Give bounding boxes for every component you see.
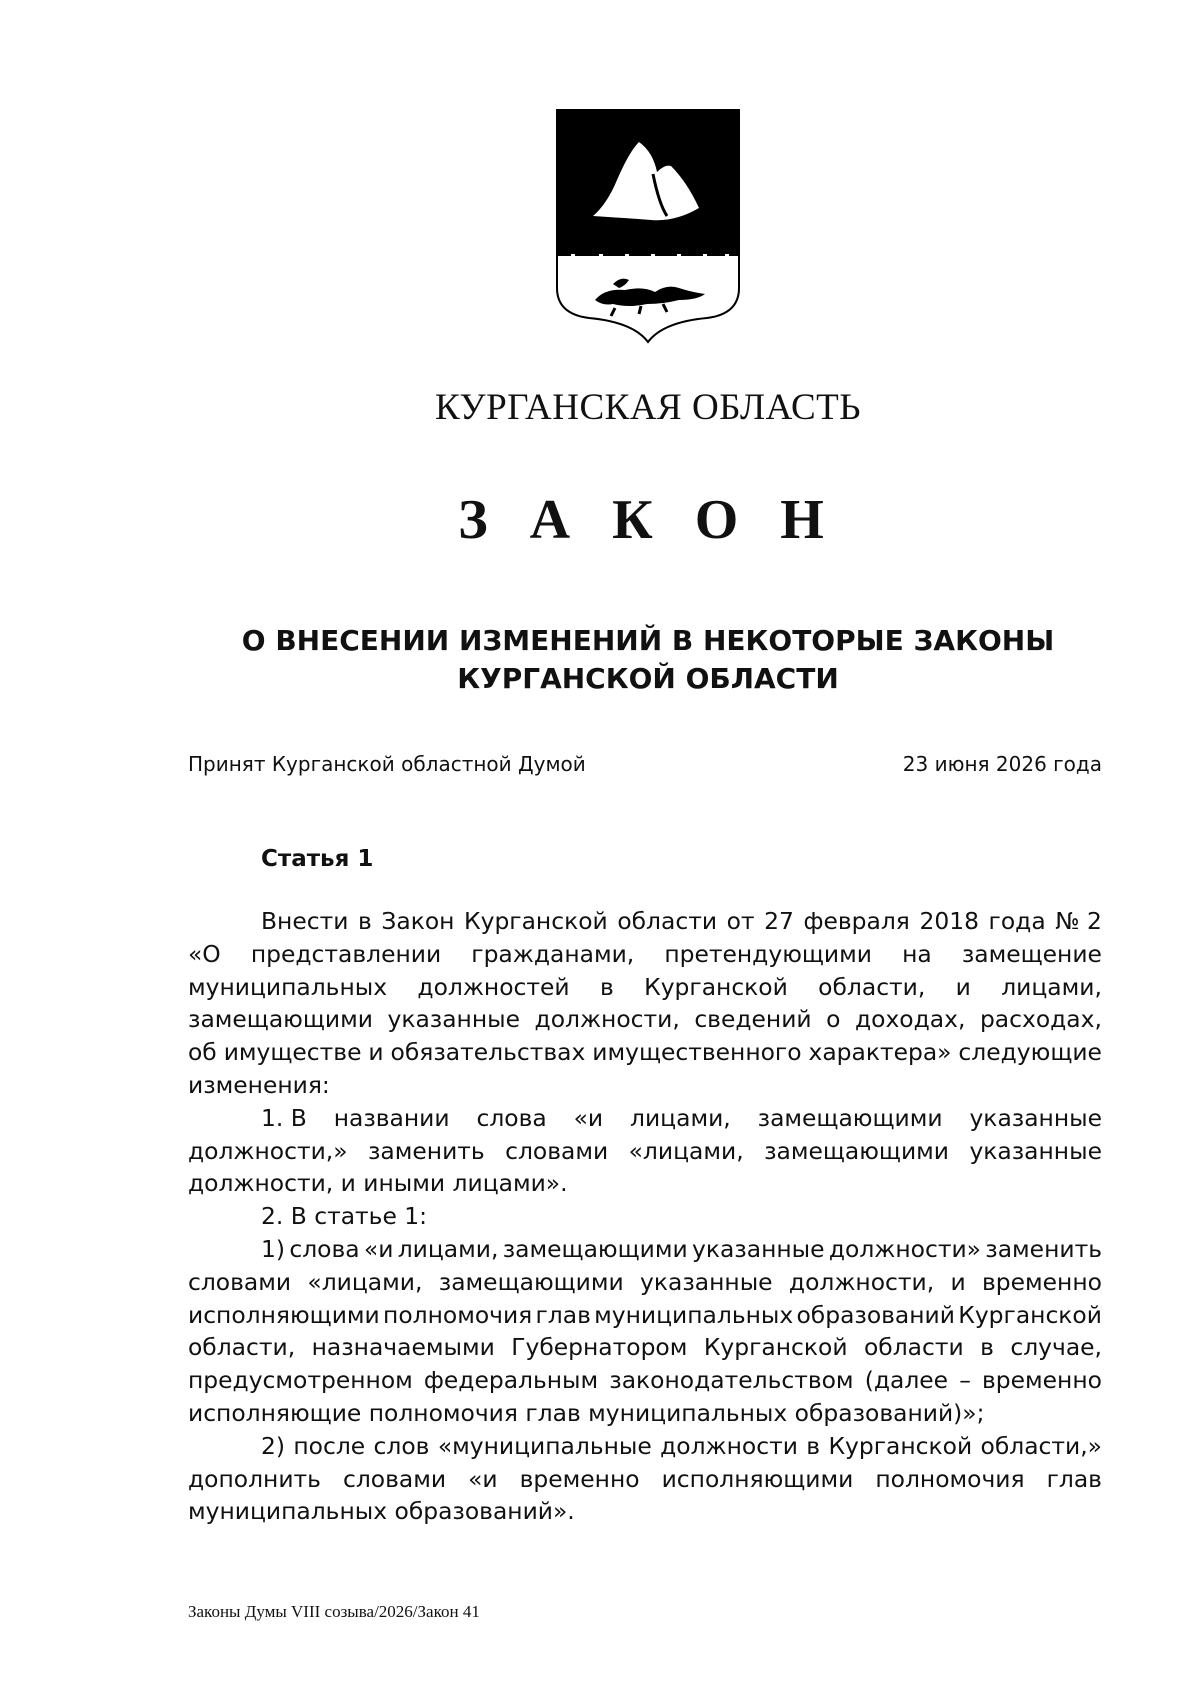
article-word: об	[188, 1038, 217, 1067]
article-word: Курганской	[464, 907, 608, 935]
law-title	[150, 622, 1146, 698]
article-word: указанные	[387, 1005, 521, 1034]
article-word: на	[902, 939, 932, 968]
article-word: сведений	[694, 1005, 812, 1034]
article-word: лицами,	[630, 1103, 731, 1132]
article-word: должности»	[828, 1234, 981, 1263]
article-word: следующие	[958, 1038, 1102, 1067]
article-word: области,»	[980, 1431, 1102, 1460]
article-word: лицами,	[1001, 972, 1102, 1001]
article-word: заменить	[367, 1136, 485, 1165]
adoption-date: 23 июня 2026 года	[902, 752, 1102, 776]
article-word: –	[959, 1366, 971, 1395]
article-word: должности	[660, 1431, 798, 1460]
article-word: федеральным	[423, 1366, 599, 1395]
article-word: Закон	[381, 907, 455, 935]
article-word: «лицами,	[628, 1136, 744, 1165]
article-word: 2018	[919, 907, 979, 935]
article-word: 1. В	[261, 1103, 307, 1132]
article-word: 1)	[261, 1234, 286, 1263]
article-word: доходах,	[854, 1005, 966, 1034]
article-word: и	[950, 1267, 966, 1296]
article-word: в	[980, 1333, 994, 1362]
article-word: в	[358, 907, 372, 935]
article-word: глав	[1046, 1464, 1102, 1493]
article-word: словами	[188, 1267, 292, 1296]
article-word: полномочия	[875, 1464, 1025, 1493]
article-word: замещение	[961, 939, 1102, 968]
article-word: области	[863, 1333, 964, 1362]
article-word: словами	[505, 1136, 609, 1165]
article-word: «и	[468, 1464, 498, 1493]
article-word: временно	[982, 1267, 1102, 1296]
article-word: (далее	[864, 1366, 949, 1395]
article-word: № 2	[1055, 907, 1102, 935]
article-word: указанные	[692, 1234, 825, 1263]
law-title-line-2: КУРГАНСКОЙ ОБЛАСТИ	[457, 662, 839, 695]
article-word: области,	[188, 1333, 296, 1362]
article-line	[188, 938, 1102, 971]
article-word: претендующими	[664, 939, 872, 968]
article-line	[188, 905, 1102, 938]
article-word: Курганской	[644, 972, 788, 1001]
article-word: замещающими	[502, 1234, 688, 1263]
article-word: о	[826, 1005, 841, 1034]
article-word: полномочия	[383, 1300, 533, 1329]
coat-of-arms-emblem	[555, 108, 741, 344]
article-heading: Статья 1	[261, 846, 374, 872]
article-word: образований	[796, 1300, 955, 1329]
article-word: имущественного	[592, 1038, 802, 1067]
article-word: замещающими	[764, 1136, 950, 1165]
article-word: замещающими	[438, 1267, 624, 1296]
article-word: исполняющими	[661, 1464, 854, 1493]
region-name: КУРГАНСКАЯ ОБЛАСТЬ	[434, 387, 862, 428]
article-word: расходах,	[979, 1005, 1102, 1034]
article-line	[188, 1266, 1102, 1299]
article-word: «муниципальные	[437, 1431, 652, 1460]
article-word: должности,»	[188, 1136, 348, 1165]
article-line: исполняющие полномочия глав муниципальных образований)»;	[188, 1398, 985, 1427]
article-line	[188, 1299, 1102, 1332]
article-word: области	[617, 907, 718, 935]
article-word: слова	[476, 1103, 547, 1132]
article-word: предусмотренном	[188, 1366, 413, 1395]
article-word: Курганской	[703, 1333, 848, 1362]
article-word: указанные	[640, 1267, 773, 1296]
article-line: муниципальных образований».	[188, 1497, 575, 1526]
article-line	[188, 1036, 1102, 1069]
article-word: в	[599, 972, 614, 1001]
article-word: гражданами,	[471, 939, 635, 968]
article-word: указанные	[969, 1136, 1102, 1165]
article-line	[188, 1463, 1102, 1496]
article-word: законодательством	[609, 1366, 854, 1395]
adoption-row	[188, 752, 1102, 782]
article-word: должности,	[534, 1005, 680, 1034]
article-word: февраля	[803, 907, 910, 935]
article-word: словами	[342, 1464, 447, 1493]
article-word: «и	[363, 1234, 394, 1263]
article-word: глав	[535, 1300, 591, 1329]
law-title-line-1: О ВНЕСЕНИИ ИЗМЕНЕНИЙ В НЕКОТОРЫЕ ЗАКОНЫ	[241, 624, 1055, 657]
article-word: и	[955, 972, 971, 1001]
article-word: «и	[573, 1103, 604, 1132]
article-line	[188, 1102, 1102, 1135]
article-word: Внести	[261, 907, 349, 935]
article-word: и	[368, 1038, 384, 1067]
article-word: Курганской	[958, 1300, 1102, 1329]
article-word: муниципальных	[188, 972, 388, 1001]
article-word: «О	[188, 939, 221, 968]
article-line	[188, 1331, 1102, 1364]
article-line: 2. В статье 1:	[261, 1202, 428, 1231]
article-body	[188, 905, 1102, 1528]
article-word: слов	[373, 1431, 430, 1460]
article-line	[188, 1135, 1102, 1168]
footer-reference: Законы Думы VIII созыва/2026/Закон 41	[188, 1602, 480, 1621]
article-word: названии	[333, 1103, 450, 1132]
article-word: лицами,	[397, 1234, 499, 1263]
article-word: случае,	[1010, 1333, 1102, 1362]
article-word: после	[293, 1431, 366, 1460]
article-word: заменить	[985, 1234, 1102, 1263]
article-word: должности,	[788, 1267, 935, 1296]
article-word: Губернатором	[511, 1333, 688, 1362]
article-word: в	[806, 1431, 821, 1460]
article-word: 2)	[261, 1431, 286, 1460]
article-word: от	[726, 907, 755, 935]
article-line	[188, 1233, 1102, 1266]
article-word: имуществе	[223, 1038, 362, 1067]
article-word: «лицами,	[307, 1267, 423, 1296]
article-word: года	[988, 907, 1046, 935]
article-word: представлении	[250, 939, 442, 968]
article-word: назначаемыми	[311, 1333, 495, 1362]
article-word: исполняющими	[188, 1300, 380, 1329]
article-word: замещающими	[757, 1103, 943, 1132]
article-word: обязательствах	[390, 1038, 586, 1067]
article-line	[188, 1003, 1102, 1036]
article-word: временно	[982, 1366, 1102, 1395]
article-word: временно	[519, 1464, 640, 1493]
article-word: муниципальных	[594, 1300, 794, 1329]
article-word: 27	[764, 907, 794, 935]
article-line: должности, и иными лицами».	[188, 1169, 568, 1198]
article-word: замещающими	[188, 1005, 373, 1034]
article-word: дополнить	[188, 1464, 321, 1493]
adopted-by: Принят Курганской областной Думой	[188, 752, 586, 776]
article-line	[188, 1364, 1102, 1397]
article-word: должностей	[417, 972, 570, 1001]
article-word: области,	[818, 972, 926, 1001]
article-line: изменения:	[188, 1070, 330, 1099]
article-line	[188, 971, 1102, 1004]
document-type: З А К О Н	[458, 489, 838, 551]
article-word: характера»	[808, 1038, 952, 1067]
article-word: слова	[289, 1234, 360, 1263]
article-word: указанные	[969, 1103, 1102, 1132]
article-word: Курганской	[828, 1431, 973, 1460]
article-line	[188, 1430, 1102, 1463]
